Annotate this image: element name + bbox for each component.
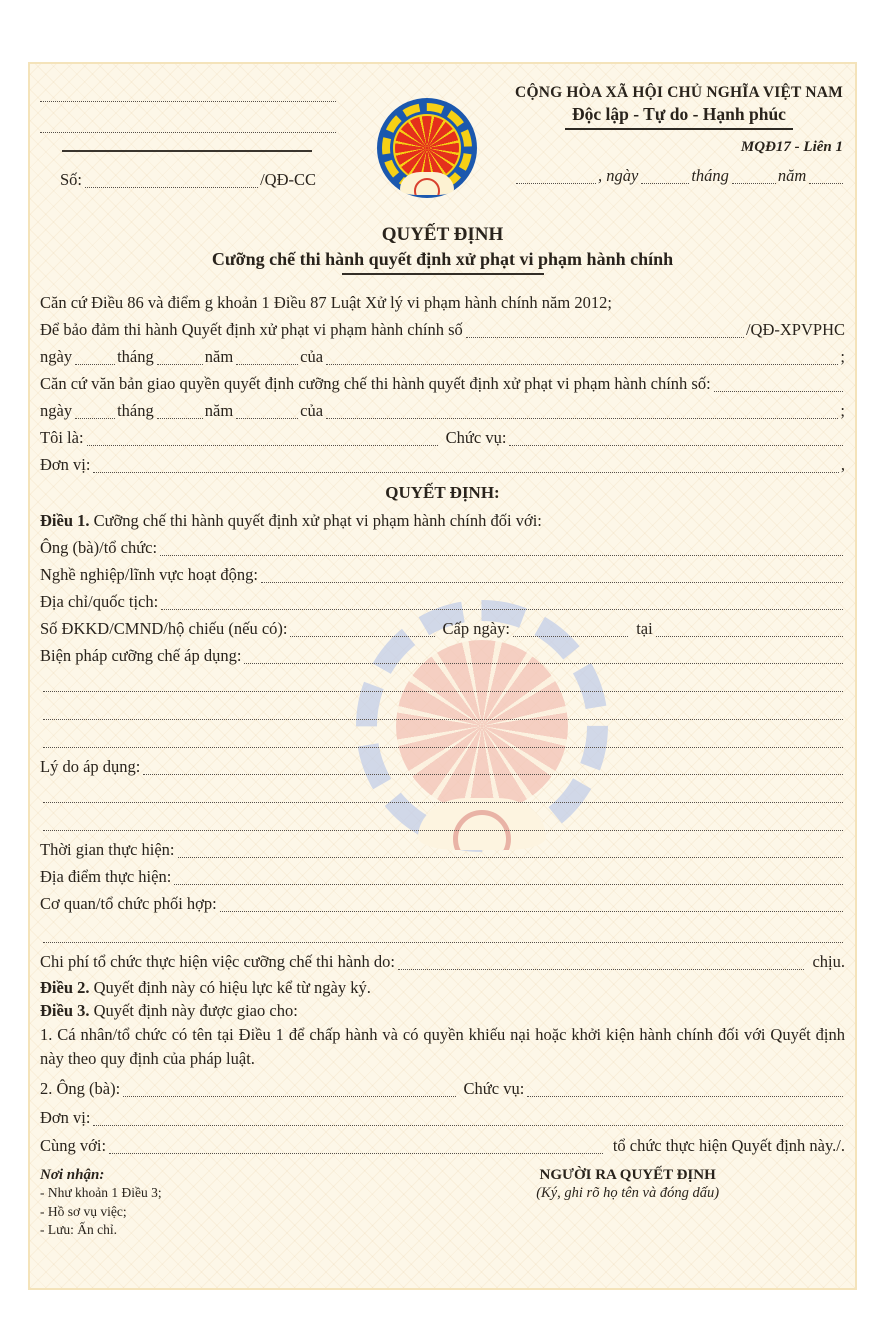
month-blank (157, 417, 203, 419)
dotted-blank (43, 746, 843, 748)
execution-place-blank (174, 883, 843, 885)
recipient-item: - Hồ sơ vụ việc; (40, 1203, 127, 1219)
execution-time-label: Thời gian thực hiện: (40, 840, 175, 859)
issued-date-label: Cấp ngày: (442, 619, 510, 638)
recipient-unit-blank (93, 1124, 843, 1126)
address-blank (161, 608, 843, 610)
recipient-unit-label: Đơn vị: (40, 1108, 91, 1127)
month-blank (157, 363, 203, 365)
thang-label: tháng (117, 347, 154, 366)
dotted-blank (43, 941, 843, 943)
issued-date-blank (513, 635, 628, 637)
together-with-suffix: tổ chức thực hiện Quyết định này./. (612, 1136, 845, 1155)
cua-label: của (300, 347, 324, 366)
issuing-agency-block (40, 82, 340, 193)
ngay-label: ngày (40, 347, 73, 366)
id-number-label: Số ĐKKD/CMND/hộ chiếu (nếu có): (40, 619, 288, 638)
recipients-block (40, 1167, 410, 1240)
unit-line (40, 451, 845, 478)
address-label: Địa chỉ/quốc tịch: (40, 592, 159, 611)
dotted-blank (43, 718, 843, 720)
thang-label: tháng (117, 401, 154, 420)
officer-name-blank (87, 444, 438, 446)
recipient-position-blank (527, 1095, 843, 1097)
recipient-item: - Lưu: Ấn chỉ. (40, 1222, 118, 1237)
ensure-suffix: /QĐ-XPVPHC (745, 320, 845, 339)
day-blank (75, 417, 115, 419)
id-number-line (40, 615, 845, 642)
dotted-blank (43, 690, 843, 692)
subject-line (40, 534, 845, 561)
execution-place-line (40, 863, 845, 890)
blank-line (40, 697, 845, 725)
form-content (30, 64, 855, 1240)
enforcement-measure-label: Biện pháp cưỡng chế áp dụng: (40, 646, 242, 665)
issuer-blank (326, 363, 838, 365)
id-number-blank (290, 635, 434, 637)
delegation-date-line (40, 397, 845, 424)
subtitle-underline (342, 273, 544, 275)
execution-time-blank (178, 856, 843, 858)
day-blank (641, 182, 689, 184)
delegation-text: Căn cứ văn bản giao quyền quyết định cưỡng chế thi hành quyết định xử phạt vi phạm hành chính số: (40, 374, 711, 393)
blank-line (40, 917, 845, 948)
year-blank (809, 182, 843, 184)
noi-nhan-label: Nơi nhận: (40, 1167, 105, 1183)
month-blank (732, 182, 776, 184)
cost-label: Chi phí tổ chức thực hiện việc cưỡng chế thi hành do: (40, 952, 395, 971)
legal-basis-line (40, 289, 845, 316)
cost-suffix: chịu. (812, 952, 845, 971)
ensure-line (40, 316, 845, 343)
recipient-name-blank (123, 1095, 455, 1097)
signer-note: (Ký, ghi rõ họ tên và đóng dấu) (536, 1185, 720, 1201)
officer-line (40, 424, 845, 451)
recipient-unit-line (40, 1102, 845, 1131)
toi-la-label: Tôi là: (40, 428, 84, 447)
position-blank (509, 444, 843, 446)
subject-label: Ông (bà)/tổ chức: (40, 538, 158, 557)
enforcement-measure-blank (244, 662, 843, 664)
form-page (28, 62, 857, 1290)
occupation-line (40, 561, 845, 588)
signer-title: NGƯỜI RA QUYẾT ĐỊNH (539, 1167, 716, 1183)
article2-line (40, 975, 845, 999)
recipient-item: - Như khoản 1 Điều 3; (40, 1185, 162, 1200)
together-with-line (40, 1131, 845, 1159)
document-number-suffix: /QĐ-CC (260, 170, 316, 189)
issued-at-blank (656, 635, 843, 637)
reason-line (40, 753, 845, 780)
recipient-position-label: Chức vụ: (463, 1079, 525, 1098)
year-blank (236, 363, 298, 365)
delegation-line (40, 370, 845, 397)
coordinating-agency-blank (220, 910, 843, 912)
occupation-blank (261, 581, 843, 583)
article3-text: Quyết định này được giao cho: (89, 1001, 298, 1020)
legal-basis-text: Căn cứ Điều 86 và điểm g khoản 1 Điều 87 Luật Xử lý vi phạm hành chính năm 2012; (40, 293, 612, 312)
together-with-blank (109, 1152, 603, 1154)
decision-date-line (40, 343, 845, 370)
article3-number: Điều 3. (40, 1001, 90, 1020)
article1-intro-line (40, 507, 845, 534)
blank-line (40, 669, 845, 697)
execution-place-label: Địa điểm thực hiện: (40, 867, 172, 886)
article3-paragraph1: 1. Cá nhân/tổ chức có tên tại Điều 1 để chấp hành và có quyền khiếu nại hoặc khởi kiện hành chính đối với Quyết định này theo quy định của pháp luật. (40, 1025, 845, 1068)
cost-bearer-blank (398, 968, 805, 970)
form-footer (40, 1167, 845, 1240)
reason-blank (143, 773, 843, 775)
motto: Độc lập - Tự do - Hạnh phúc (565, 104, 793, 130)
decision-number-blank (466, 336, 744, 338)
recipient-line (40, 1072, 845, 1102)
occupation-label: Nghề nghiệp/lĩnh vực hoạt động: (40, 565, 258, 584)
document-number-blank (85, 186, 258, 188)
execution-time-line (40, 836, 845, 863)
document-number-row (60, 166, 316, 193)
agency-underline (62, 150, 312, 152)
issuer-blank (326, 417, 838, 419)
comma: , (840, 455, 845, 474)
year-blank (236, 417, 298, 419)
address-line (40, 588, 845, 615)
blank-line (40, 780, 845, 808)
subject-blank (160, 554, 843, 556)
article2-text: Quyết định này có hiệu lực kể từ ngày ký. (89, 978, 371, 997)
national-title: CỘNG HÒA XÃ HỘI CHỦ NGHĨA VIỆT NAM (515, 84, 843, 101)
cua-label: của (300, 401, 324, 420)
date-ngay-label: , ngày (598, 166, 639, 185)
delegation-number-blank (714, 390, 843, 392)
date-nam-label: năm (777, 166, 807, 185)
article1-intro: Cưỡng chế thi hành quyết định xử phạt vi phạm hành chính đối với: (89, 511, 542, 530)
dotted-blank (43, 829, 843, 831)
semicolon: ; (840, 347, 845, 366)
emblem-base (400, 172, 454, 195)
unit-blank (93, 471, 838, 473)
decision-title: QUYẾT ĐỊNH (381, 224, 504, 245)
form-header (40, 82, 845, 210)
cost-line (40, 948, 845, 975)
dotted-blank (43, 801, 843, 803)
decision-subtitle: Cưỡng chế thi hành quyết định xử phạt vi phạm hành chính (211, 249, 674, 269)
blank-line (40, 725, 845, 753)
coordinating-agency-line (40, 890, 845, 917)
enforcement-measure-line (40, 642, 845, 669)
ensure-label: Để bảo đảm thi hành Quyết định xử phạt vi phạm hành chính số (40, 320, 463, 339)
date-thang-label: tháng (691, 166, 729, 185)
national-header-block (513, 82, 845, 189)
nam-label: năm (204, 347, 234, 366)
coordinating-agency-label: Cơ quan/tổ chức phối hợp: (40, 894, 217, 913)
reason-label: Lý do áp dụng: (40, 757, 141, 776)
issued-at-label: tại (636, 619, 653, 638)
form-code: MQĐ17 - Liên 1 (740, 139, 843, 155)
issue-date-row (513, 162, 845, 189)
recipient-label: 2. Ông (bà): (40, 1079, 121, 1098)
motto-row (513, 104, 845, 130)
chuc-vu-label: Chức vụ: (445, 428, 507, 447)
blank-line (40, 808, 845, 836)
day-blank (75, 363, 115, 365)
nam-label: năm (204, 401, 234, 420)
national-emblem-icon (377, 98, 477, 198)
preamble-section (40, 289, 845, 1159)
don-vi-label: Đơn vị: (40, 455, 91, 474)
agency-name-blank-line (40, 100, 336, 102)
together-with-label: Cùng với: (40, 1136, 107, 1155)
issue-place-blank (516, 182, 596, 184)
semicolon: ; (840, 401, 845, 420)
decision-heading: QUYẾT ĐỊNH: (385, 483, 500, 502)
ngay-label: ngày (40, 401, 73, 420)
document-number-label: Số: (60, 170, 83, 189)
article3-line (40, 999, 845, 1022)
signature-block (410, 1167, 845, 1240)
agency-name-blank-line (40, 131, 336, 133)
article1-number: Điều 1. (40, 511, 90, 530)
title-block (40, 224, 845, 275)
article2-number: Điều 2. (40, 978, 90, 997)
